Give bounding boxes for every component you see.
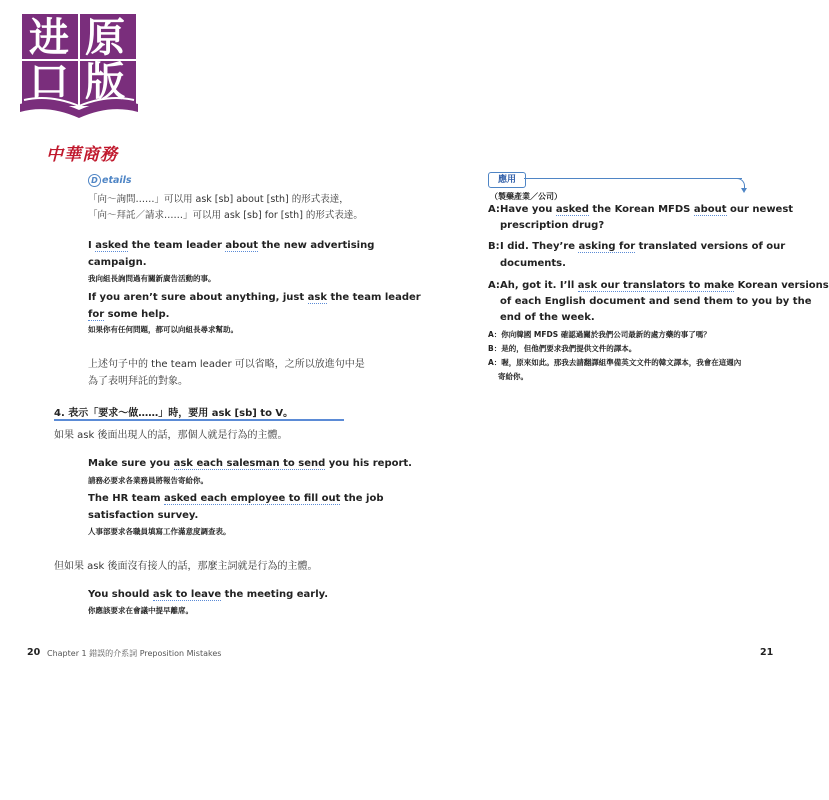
speaker-label: A: [488,280,500,291]
example-sentence-line2: for some help. [88,309,170,320]
page-number-right: 21 [760,647,774,658]
badge-text [25,16,137,104]
example-translation: 請務必要求各業務員將報告寄給你。 [88,476,208,485]
dialogue-line3: end of the week. [500,312,595,323]
dialogue-translation-line2: 寄給你。 [498,372,528,381]
page-number-left: 20 [27,647,41,658]
example-translation: 人事部要求各職員填寫工作滿意度調查表。 [88,527,231,536]
badge-char: 进 [29,14,69,61]
dialogue-line: I did. They’re asking for translated versions of our [500,241,786,252]
example-sentence: If you aren’t sure about anything, just ask the team leader [88,292,421,303]
section-heading: 4. 表示「要求～做……」時，要用 ask [sb] to V。 [54,408,294,419]
example-sentence-line2: campaign. [88,257,147,268]
details-d-icon: D [88,174,101,187]
badge-char: 原 [85,14,125,61]
application-rule [524,178,742,179]
dialogue-context: （製藥產業／公司） [490,192,562,201]
highlight: asked [95,240,129,251]
chapter-footer: Chapter 1 錯誤的介系詞 Preposition Mistakes [47,649,222,658]
example-translation: 你應該要求在會議中提早離席。 [88,606,193,615]
section-intro: 如果 ask 後面出現人的話，那個人就是行為的主體。 [54,430,288,441]
dialogue-line2: documents. [500,258,566,269]
speaker-label: B: [488,241,500,252]
dialogue-line: Have you asked the Korean MFDS about our newest [500,204,794,215]
note-line: 上述句子中的 the team leader 可以省略，之所以放進句中是 [88,359,365,370]
section-divider [54,419,344,421]
application-label: 應用 [488,172,526,188]
highlight: about [693,204,727,215]
example-sentence: You should ask to leave the meeting early. [88,589,329,600]
badge-char: 版 [85,58,125,105]
highlight: ask each salesman to send [173,458,326,469]
note-line: 為了表明拜託的對象。 [88,376,188,387]
dialogue-translation: A：喔，原來如此。那我去請翻譯組準備英文文件的韓文譯本，我會在這週內 [488,358,742,367]
section-intro: 但如果 ask 後面沒有接人的話，那麼主詞就是行為的主體。 [54,561,318,572]
dialogue-line2: prescription drug? [500,220,605,231]
details-line: 「向～拜託／請求……」可以用 ask [sb] for [sth] 的形式表達。 [88,210,363,221]
details-label: D etails [88,174,132,187]
highlight: ask [307,292,327,303]
badge-char: 口 [29,58,69,105]
example-translation: 如果你有任何問題，都可以向組長尋求幫助。 [88,325,238,334]
example-sentence: Make sure you ask each salesman to send you his report. [88,458,412,469]
publisher-logo: 中華商務 [46,145,118,165]
example-sentence: The HR team asked each employee to fill out the job [88,493,384,504]
example-translation: 我向組長詢問過有關新廣告活動的事。 [88,274,216,283]
highlight: ask our translators to make [577,280,735,291]
import-original-badge [18,12,140,136]
highlight: about [225,240,259,251]
dialogue-translation: B：是的，但他們要求我們提供文件的譯本。 [488,344,637,353]
arrow-down-icon [741,188,747,193]
highlight: asked each employee to fill out [163,493,341,504]
highlight: asking for [578,241,636,252]
highlight: for [88,309,105,320]
speaker-label: A: [488,204,500,215]
dialogue-line2: of each English document and send them to you by the [500,296,812,307]
details-line: 「向～詢問……」可以用 ask [sb] about [sth] 的形式表達， [88,194,349,205]
example-sentence-line2: satisfaction survey. [88,510,199,521]
highlight: ask to leave [152,589,222,600]
example-sentence: I asked the team leader about the new advertising [88,240,375,251]
dialogue-translation: A：你向韓國 MFDS 確認過關於我們公司最新的處方藥的事了嗎？ [488,330,711,339]
dialogue-line: Ah, got it. I’ll ask our translators to make Korean versions [500,280,829,291]
highlight: asked [555,204,589,215]
